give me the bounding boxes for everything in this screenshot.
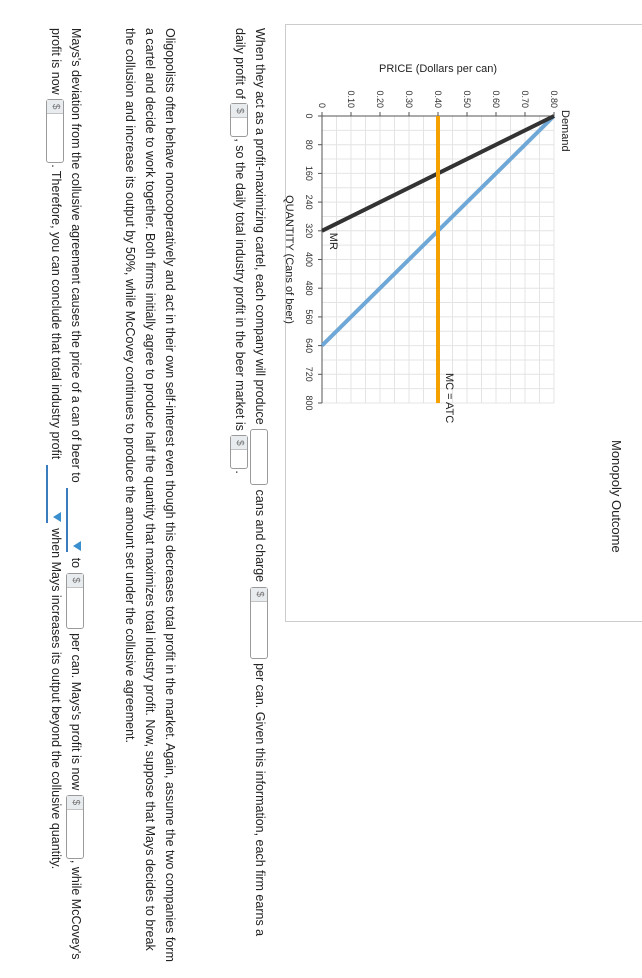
x-tick-label: 80 — [304, 139, 314, 150]
industry-profit-direction-dropdown[interactable] — [46, 465, 64, 523]
price-direction-dropdown[interactable] — [66, 488, 84, 552]
x-tick-label: 400 — [304, 251, 314, 268]
x-axis-label: QUANTITY (Cans of beer) — [283, 195, 295, 324]
q3-text-e: . Therefore, you can conclude that total industry profit — [49, 164, 63, 460]
dollar-prefix: $ — [47, 100, 63, 114]
q1-text-b: cans and charge — [253, 489, 267, 583]
cartel-price-input[interactable] — [250, 587, 268, 659]
q1-text-a: When they act as a profit-maximizing cartel, each company will produce — [253, 28, 267, 425]
dollar-prefix: $ — [67, 796, 83, 810]
q1-text-c: per can. Given this information, each firm earns a daily profit of — [233, 28, 267, 937]
cartel-quantity-input[interactable] — [250, 429, 268, 485]
chevron-down-icon — [73, 541, 81, 551]
x-tick-label: 480 — [304, 280, 314, 296]
mc-atc-label: MC = ATC — [443, 373, 455, 424]
question-part-1 — [230, 28, 270, 963]
new-price-input[interactable] — [66, 573, 84, 629]
q1-text-d: , so the daily total industry profit in the beer market is — [233, 138, 247, 431]
y-tick-label: 0.40 — [433, 90, 443, 108]
q3-text-c: per can. Mays's profit is now — [69, 633, 83, 791]
x-tick-label: 0 — [304, 113, 314, 119]
q3-text-f: when Mays increases its output beyond the collusive quantity. — [49, 528, 63, 870]
x-tick-label: 720 — [304, 366, 314, 382]
mays-profit-input[interactable] — [66, 795, 84, 859]
dollar-prefix: $ — [231, 436, 247, 450]
monopoly-chart — [283, 25, 642, 621]
question-part-3 — [46, 28, 86, 963]
demand-label: Demand — [559, 110, 571, 152]
x-tick-label: 800 — [304, 395, 314, 411]
dollar-prefix: $ — [231, 104, 247, 118]
q3-text-d: , while McCovey's profit is now — [49, 28, 83, 960]
q2-text: Oligopolists often behave noncooperatively and act in their own self-interest even though this decreases total profit in the market. Again, assume the two companies form a cartel and decide to work together. Both firms initially agree to produce half the quantity that maximizes total industry profit. Now, suppose that Mays decides to break the collusion and increase its output by 50%, while McCovey continues to produce the amount set under the collusive agreement. — [123, 28, 177, 962]
x-tick-label: 560 — [304, 309, 314, 325]
y-tick-label: 0.80 — [549, 90, 559, 108]
ticks-layer — [304, 90, 559, 410]
q3-text-a: Mays's deviation from the collusive agreement causes the price of a can of beer to — [69, 28, 83, 483]
panel-title: Monopoly Outcome — [609, 440, 624, 553]
y-tick-label: 0.30 — [404, 90, 414, 108]
y-tick-label: 0 — [317, 102, 327, 108]
x-tick-label: 640 — [304, 338, 314, 354]
mccovey-profit-input[interactable] — [46, 99, 64, 163]
industry-profit-input[interactable] — [230, 435, 248, 469]
q3-text-b: to — [69, 557, 83, 569]
firm-profit-input[interactable] — [230, 103, 248, 137]
y-tick-label: 0.70 — [520, 90, 530, 108]
y-tick-label: 0.50 — [462, 90, 472, 108]
x-tick-label: 240 — [304, 194, 314, 210]
dollar-prefix: $ — [67, 574, 83, 588]
chevron-down-icon — [53, 512, 61, 522]
y-axis-label: PRICE (Dollars per can) — [379, 63, 497, 75]
dollar-prefix: $ — [251, 588, 267, 602]
x-tick-label: 320 — [304, 223, 314, 239]
y-tick-label: 0.10 — [346, 90, 356, 108]
x-tick-label: 160 — [304, 165, 314, 181]
question-part-2 — [120, 28, 180, 963]
y-tick-label: 0.20 — [375, 90, 385, 108]
mr-label: MR — [327, 232, 339, 250]
q1-text-e: . — [233, 470, 247, 474]
graph-panel — [285, 24, 642, 622]
y-tick-label: 0.60 — [491, 90, 501, 108]
